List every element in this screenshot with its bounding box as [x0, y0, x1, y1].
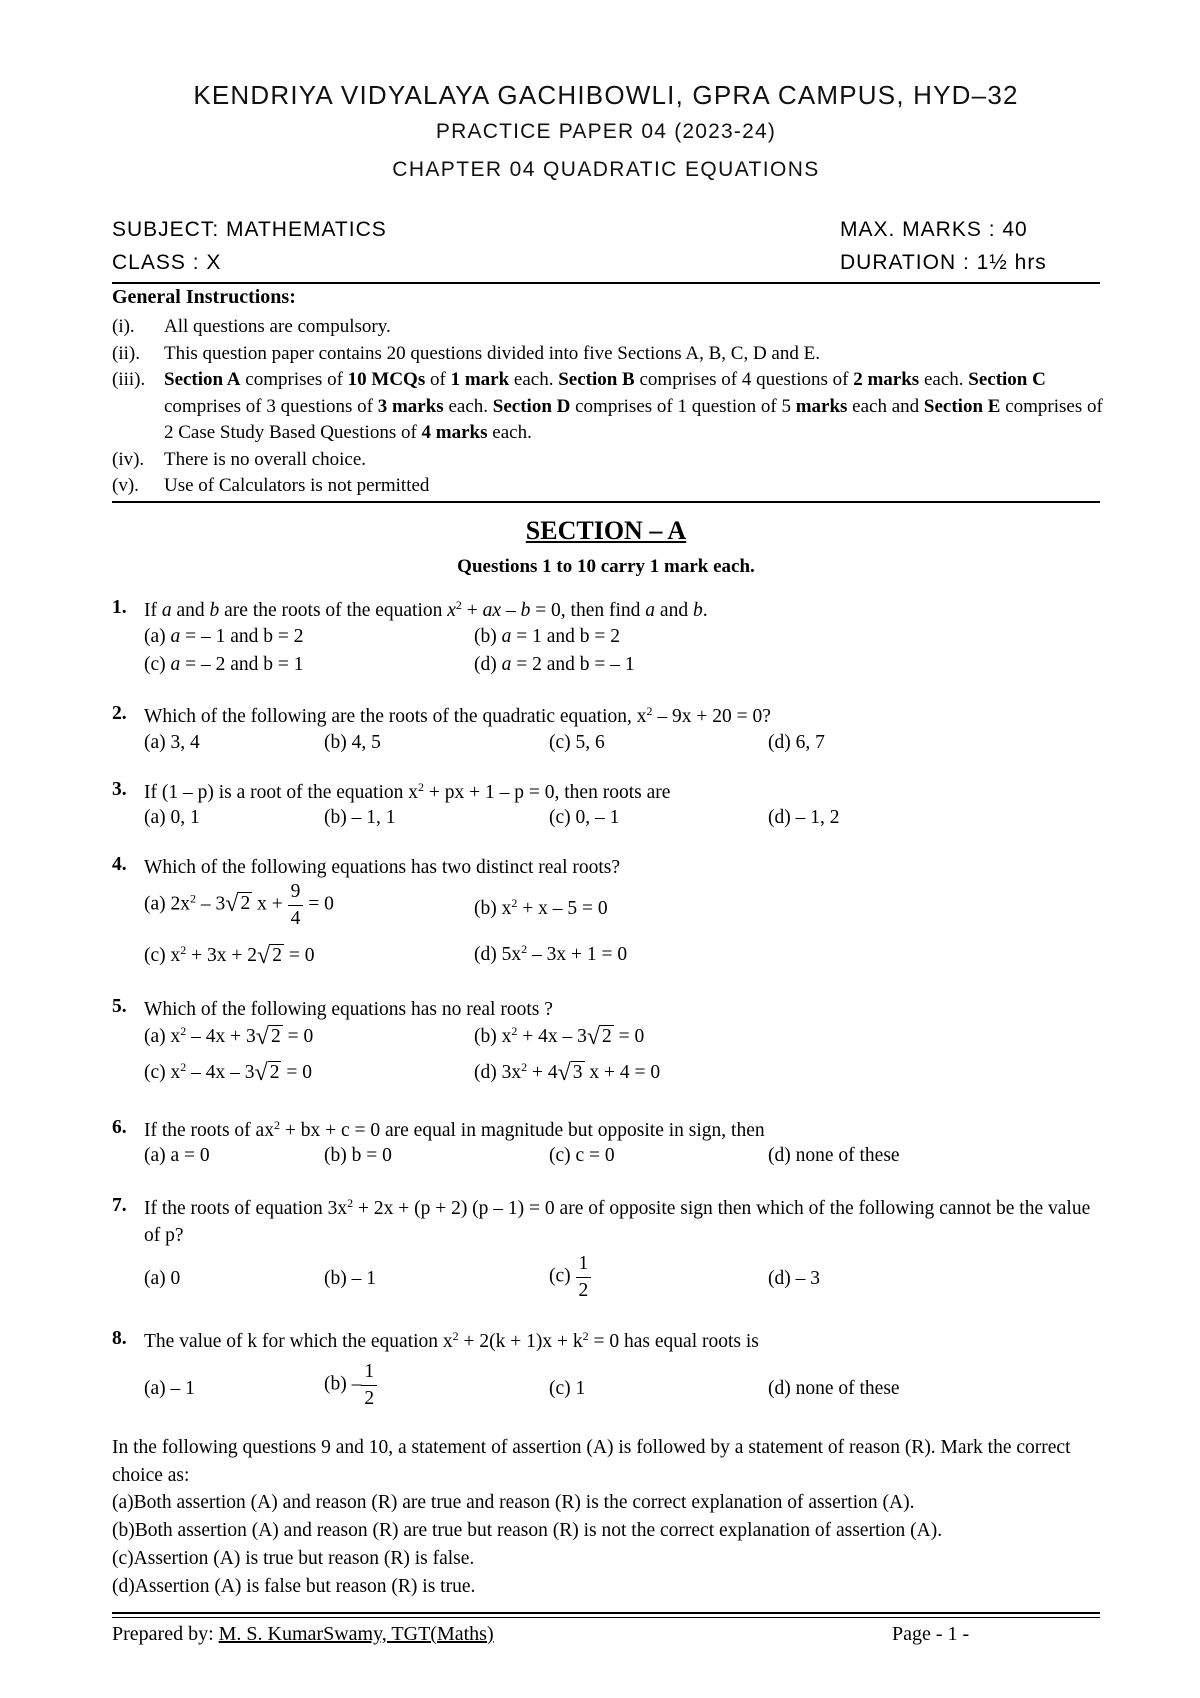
- option-b: (b) 4, 5: [324, 732, 381, 753]
- question-text: If the roots of equation $3x^2 + 2x + (p + 2)$ (p – 1) = 0 are of opposite sign then which of the following cannot be the value of p?: [144, 1196, 1091, 1246]
- option-b: (b) b = 0: [324, 1145, 392, 1166]
- assertion-choice-d: (d)Assertion (A) is false but reason (R) is true.: [112, 1576, 476, 1597]
- header-divider: [112, 282, 1100, 284]
- duration-label: DURATION : 1½ hrs: [840, 251, 1047, 274]
- fraction: $\frac{1}{2}$: [361, 1362, 377, 1408]
- option-b: (b) $x^2 + 4x - 3√$ 2 = 0: [474, 1024, 645, 1050]
- option-a: (a) $2x^2 - 3√$ 2 x + $\frac{9}{4}$ = 0: [144, 881, 334, 929]
- instruction-text: Section A comprises of 10 MCQs of 1 mark each. Section B comprises of 4 questions of 2 marks each. Section C comprises of 3 questions of 3 marks each. Section D comprises of 1 question of 5 marks each and Section E comprises of 2 Case Study Based Questions of 4 marks each.: [164, 369, 1103, 443]
- option-d: (d) – 3: [768, 1268, 820, 1289]
- footer-divider-top: [112, 1612, 1100, 1614]
- option-c: (c) a = – 2 and b = 1: [144, 654, 304, 675]
- fraction: $\frac{1}{2}$: [576, 1254, 592, 1300]
- option-b: (b) – $\frac{1}{2}$: [324, 1362, 377, 1408]
- option-d: (d) 6, 7: [768, 732, 825, 753]
- instructions-title: General Instructions:: [112, 286, 296, 308]
- chapter-title: CHAPTER 04 QUADRATIC EQUATIONS: [392, 158, 820, 181]
- question-number: 4.: [112, 854, 127, 875]
- question-text: If (1 – p) is a root of the equation $x^2$ + px + 1 – p = 0, then roots are: [144, 780, 671, 803]
- instructions-divider: [112, 501, 1100, 503]
- footer-prepared: [112, 1623, 494, 1646]
- max-marks-label: MAX. MARKS : 40: [840, 218, 1028, 241]
- option-a: (a) a = – 1 and b = 2: [144, 626, 304, 647]
- instruction-text: All questions are compulsory.: [164, 316, 391, 337]
- option-c: (c) $x^2 - 4x - 3√$ 2 = 0: [144, 1060, 312, 1086]
- instruction-number: (iii).: [112, 369, 146, 390]
- option-c: (c) $\frac{1}{2}$: [549, 1254, 591, 1300]
- subject-label: SUBJECT: MATHEMATICS: [112, 218, 387, 241]
- author-name: M. S. KumarSwamy, TGT(Maths): [218, 1623, 494, 1645]
- option-d: (d) a = 2 and b = – 1: [474, 654, 635, 675]
- option-b: (b) – 1: [324, 1268, 376, 1289]
- option-d: (d) none of these: [768, 1378, 900, 1399]
- instruction-text: This question paper contains 20 questions divided into five Sections A, B, C, D and E.: [164, 343, 820, 364]
- instruction-number: (i).: [112, 316, 135, 337]
- option-d: (d) – 1, 2: [768, 807, 840, 828]
- meta-row-2: [112, 251, 1100, 277]
- question-text: Which of the following equations has no real roots ?: [144, 999, 553, 1020]
- option-a: (a) 3, 4: [144, 732, 200, 753]
- option-d: (d) none of these: [768, 1145, 900, 1166]
- meta-row-1: [112, 218, 1100, 244]
- school-name: KENDRIYA VIDYALAYA GACHIBOWLI, GPRA CAMPUS, HYD–32: [193, 80, 1019, 110]
- option-c: (c) 0, – 1: [549, 807, 620, 828]
- assertion-intro: In the following questions 9 and 10, a statement of assertion (A) is followed by a statement of reason (R). Mark the correct choice as:: [112, 1437, 1071, 1486]
- question-number: 8.: [112, 1328, 127, 1349]
- question-number: 3.: [112, 779, 127, 800]
- instruction-number: (v).: [112, 475, 139, 496]
- section-subtitle: Questions 1 to 10 carry 1 mark each.: [457, 556, 755, 577]
- option-a: (a) 0: [144, 1268, 181, 1289]
- option-d: (d) $5x^2 - 3x + 1 = 0$: [474, 942, 628, 965]
- sqrt-symbol: √ 2: [225, 891, 251, 918]
- question-text: If a and b are the roots of the equation $x^2$ + ax – b = 0, then find a and b.: [144, 598, 708, 621]
- sqrt-symbol: √ 2: [586, 1024, 612, 1050]
- question-text: Which of the following equations has two distinct real roots?: [144, 857, 621, 878]
- fraction: $\frac{9}{4}$: [288, 882, 304, 928]
- question-text: Which of the following are the roots of the quadratic equation, $x^2 - 9x + 20 = 0$?: [144, 704, 771, 727]
- option-d: (d) $3x^2 + 4√$ 3 x + 4 = 0: [474, 1060, 661, 1086]
- option-c: (c) 5, 6: [549, 732, 605, 753]
- sqrt-symbol: √ 2: [257, 943, 282, 969]
- instruction-text: There is no overall choice.: [164, 449, 367, 470]
- sqrt-symbol: √ 3: [557, 1060, 583, 1086]
- question-number: 6.: [112, 1117, 127, 1138]
- instruction-number: (ii).: [112, 343, 140, 364]
- option-b: (b) – 1, 1: [324, 807, 396, 828]
- assertion-choice-a: (a)Both assertion (A) and reason (R) are true and reason (R) is the correct explanation of assertion (A).: [112, 1492, 915, 1513]
- question-text: The value of k for which the equation $x^2 + 2(k + 1)x + k^2 = 0$ has equal roots is: [144, 1329, 759, 1352]
- paper-title: PRACTICE PAPER 04 (2023-24): [435, 120, 777, 143]
- option-c: (c) $x^2 + 3x + 2√$ 2 = 0: [144, 943, 315, 969]
- option-c: (c) c = 0: [549, 1145, 615, 1166]
- question-number: 7.: [112, 1195, 127, 1216]
- section-title: SECTION – A: [525, 516, 687, 545]
- option-b: (b) a = 1 and b = 2: [474, 626, 621, 647]
- question-number: 5.: [112, 996, 127, 1017]
- question-text: If the roots of $ax^2$ + bx + c = 0 are equal in magnitude but opposite in sign, then: [144, 1118, 765, 1141]
- sqrt-symbol: √ 2: [255, 1024, 281, 1050]
- sqrt-symbol: √ 2: [254, 1060, 280, 1086]
- instruction-text: Use of Calculators is not permitted: [164, 475, 430, 496]
- class-label: CLASS : X: [112, 251, 222, 274]
- option-a: (a) 0, 1: [144, 807, 200, 828]
- option-a: (a) a = 0: [144, 1145, 210, 1166]
- prepared-label: Prepared by:: [112, 1623, 219, 1645]
- footer-divider-bottom: [112, 1617, 1100, 1618]
- assertion-choice-b: (b)Both assertion (A) and reason (R) are true but reason (R) is not the correct explanation of assertion (A).: [112, 1520, 943, 1541]
- instruction-number: (iv).: [112, 449, 145, 470]
- option-b: (b) $x^2 + x - 5 = 0$: [474, 896, 608, 919]
- option-a: (a) – 1: [144, 1378, 195, 1399]
- question-number: 2.: [112, 703, 127, 724]
- assertion-choice-c: (c)Assertion (A) is true but reason (R) is false.: [112, 1548, 475, 1569]
- option-a: (a) $x^2 - 4x + 3√$ 2 = 0: [144, 1024, 314, 1050]
- option-c: (c) 1: [549, 1378, 586, 1399]
- question-number: 1.: [112, 597, 127, 618]
- page-number: Page - 1 -: [892, 1623, 970, 1645]
